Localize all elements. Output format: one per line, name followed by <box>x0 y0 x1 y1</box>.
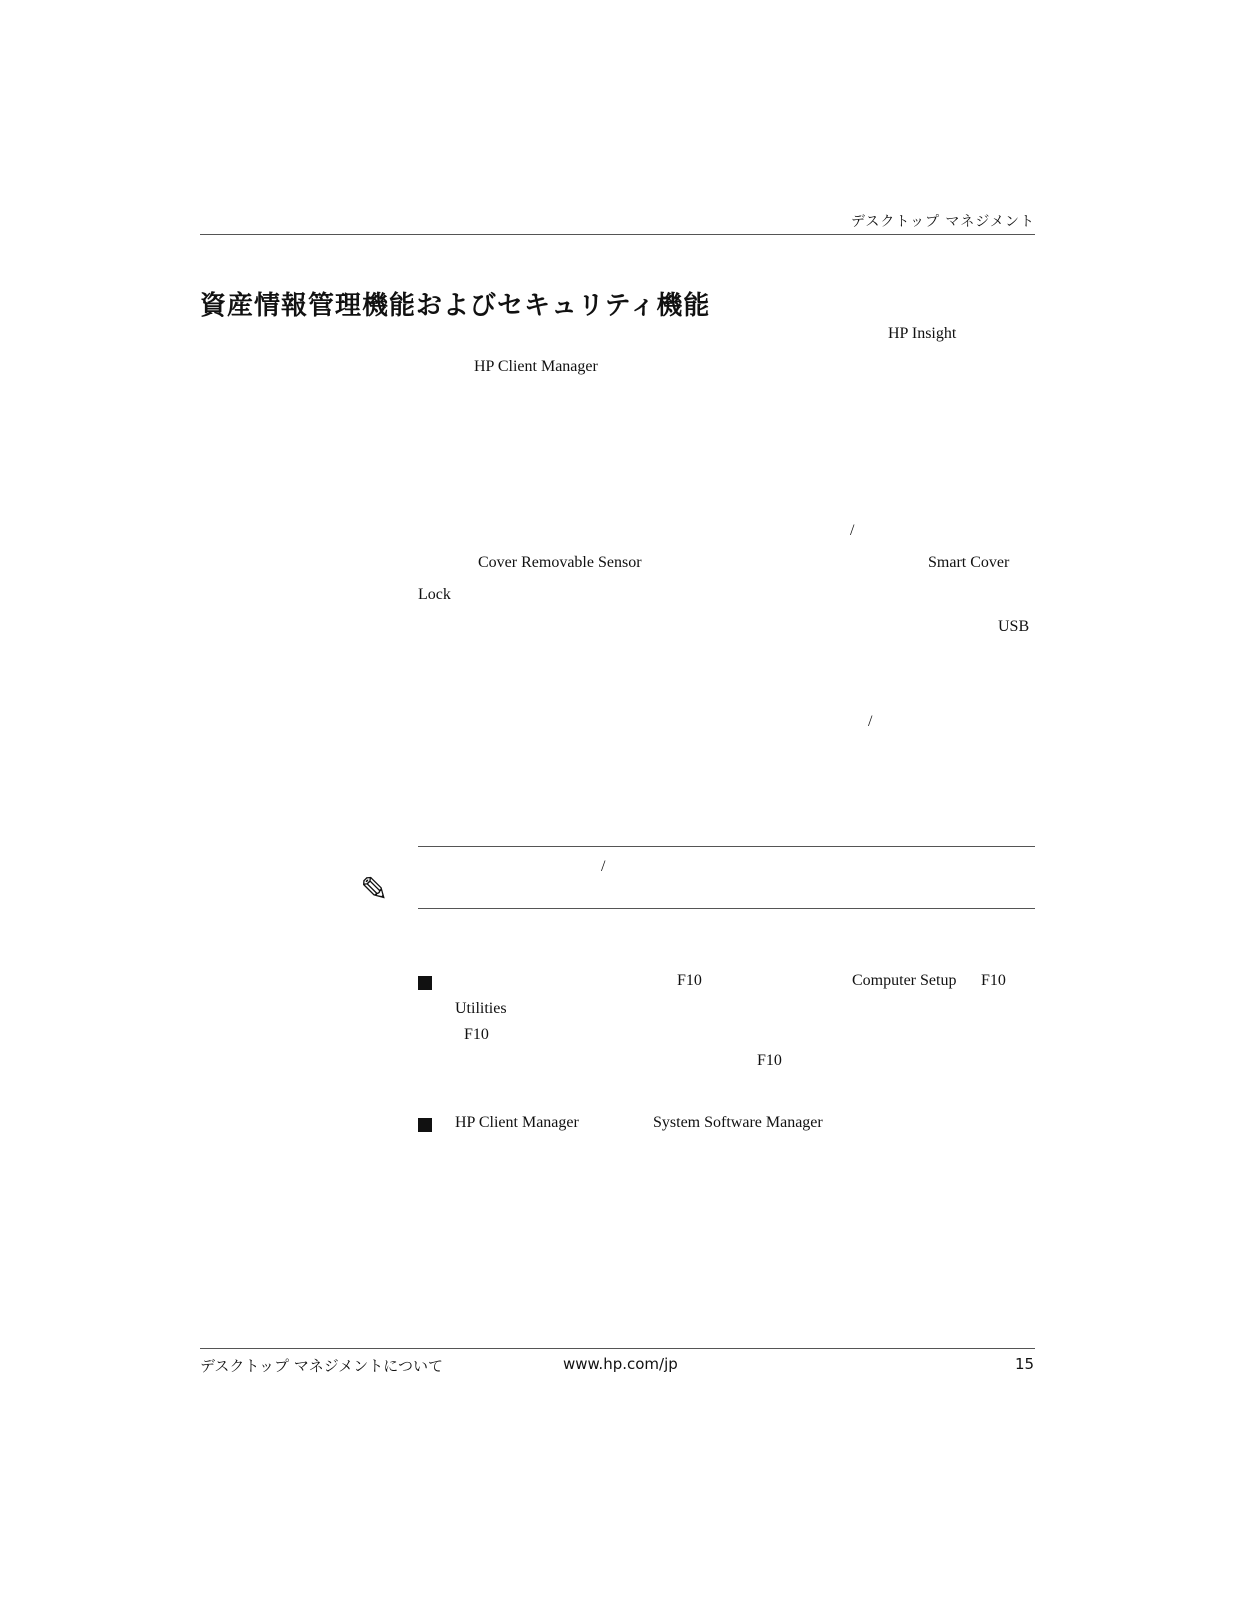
p2-line2-smart-cover: Smart Cover <box>928 554 1010 571</box>
p2-line7-slash: / <box>868 713 873 730</box>
p2-line2-sensor: Cover Removable Sensor <box>478 554 642 571</box>
note-text <box>418 858 1035 898</box>
p2-line3-lock: Lock <box>418 586 451 603</box>
bullet-2-text <box>455 1114 1035 1214</box>
paragraph-1 <box>418 325 1035 505</box>
footer-left: デスクトップ マネジメントについて <box>200 1357 443 1375</box>
b2-ssm: System Software Manager <box>653 1114 823 1131</box>
b1-computer-setup: Computer Setup <box>852 972 957 989</box>
p1-line2-term: HP Client Manager <box>474 358 598 375</box>
header-rule <box>200 234 1035 235</box>
p1-line1-term: HP Insight <box>888 325 957 342</box>
pencil-icon: ✎ <box>360 870 389 910</box>
page-number: 15 <box>1015 1355 1035 1373</box>
note-slash: / <box>601 858 606 875</box>
p2-line4-usb: USB <box>998 618 1030 635</box>
p2-line1-slash: / <box>850 522 855 539</box>
note-rule-bottom <box>418 908 1035 909</box>
footer-rule <box>200 1348 1035 1349</box>
running-header: デスクトップ マネジメント <box>850 214 1035 230</box>
bullet-marker-2 <box>418 1118 432 1132</box>
section-title: 資産情報管理機能およびセキュリティ機能 <box>200 291 711 321</box>
b2-client-manager: HP Client Manager <box>455 1114 579 1131</box>
paragraph-2 <box>418 522 1035 832</box>
note-rule-top <box>418 846 1035 847</box>
b1-f10-c: F10 <box>464 1026 489 1043</box>
b1-f10-d: F10 <box>757 1052 782 1069</box>
bullet-1-text <box>455 972 1035 1092</box>
b1-f10-b: F10 <box>981 972 1006 989</box>
bullet-marker-1 <box>418 976 432 990</box>
b1-utilities: Utilities <box>455 1000 507 1017</box>
b1-f10-a: F10 <box>677 972 702 989</box>
footer-url: www.hp.com/jp <box>563 1355 678 1373</box>
